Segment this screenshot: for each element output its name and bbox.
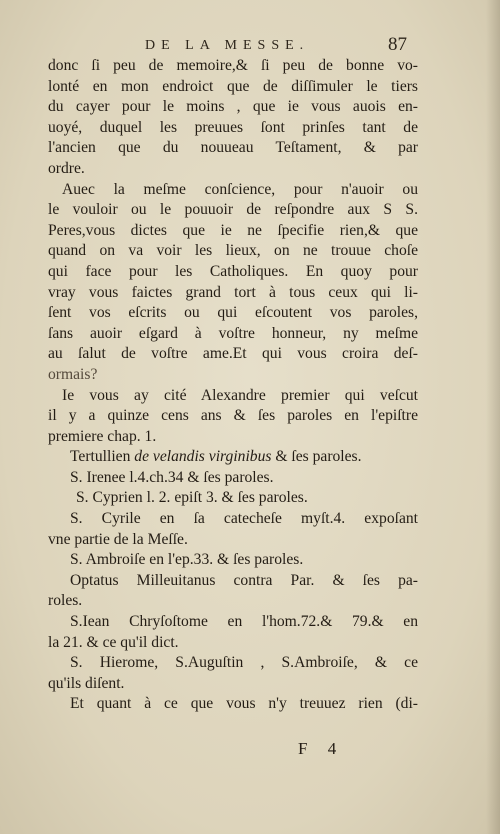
text-line: S.Iean Chryſoſtome en l'hom.72.& 79.& en <box>70 613 418 631</box>
text-line: Ie vous ay cité Alexandre premier qui veſcut <box>62 386 418 404</box>
running-head: DE LA MESSE. <box>145 38 310 53</box>
text-line: qu'ils diſent. <box>48 674 125 692</box>
text-line: au ſalut de voſtre ame.Et qui vous croira deſ- <box>48 345 418 363</box>
text-line: S. Irenee l.4.ch.34 & ſes paroles. <box>70 468 274 486</box>
text-line: vray vous faictes grand tort à tous ceux qui li- <box>48 283 418 301</box>
text-line: vne partie de la Meſſe. <box>48 530 188 548</box>
text-line: Peres,vous dictes que ie ne ſpecifie rien,& que <box>48 221 418 239</box>
text-line: qui face pour les Catholiques. En quoy pour <box>48 262 418 280</box>
text-line: Auec la meſme conſcience, pour n'auoir ou <box>62 180 418 198</box>
text-line: quand on va voir les lieux, on ne trouue choſe <box>48 242 418 260</box>
text-line: roles. <box>48 592 83 610</box>
text-line: du cayer pour le moins , que ie vous auois en- <box>48 98 418 116</box>
page-header <box>0 34 500 58</box>
text-line: premiere chap. 1. <box>48 427 157 445</box>
text-line: S. Cyprien l. 2. epiſt 3. & ſes paroles. <box>76 489 308 507</box>
text-line: la 21. & ce qu'il dict. <box>48 633 179 651</box>
text-line: S. Cyrile en ſa catecheſe myſt.4. expoſant <box>70 510 418 528</box>
text-line: S. Ambroiſe en l'ep.33. & ſes paroles. <box>70 551 304 569</box>
text-line: ormais? <box>48 365 98 383</box>
signature-mark: F 4 <box>298 739 345 758</box>
text-line: S. Hierome, S.Auguſtin , S.Ambroiſe, & ce <box>70 654 418 672</box>
text-line: le vouloir ou le pouuoir de reſpondre aux S S. <box>48 201 418 219</box>
text-line: ſent vos eſcrits ou qui eſcoutent vos paroles, <box>48 304 418 322</box>
italic-title: de velandis virginibus <box>134 448 272 466</box>
page-edge-shadow <box>486 0 500 834</box>
body-text <box>48 56 418 715</box>
text-line: il y a quinze cens ans & ſes paroles en l'epiſtre <box>48 407 418 425</box>
text-line: Et quant à ce que vous n'y treuuez rien (di- <box>70 695 418 713</box>
text-line: ordre. <box>48 159 85 177</box>
text-line: Tertullien de velandis virginibus & ſes paroles. <box>70 448 362 466</box>
page-number: 87 <box>388 34 407 55</box>
text-line: lonté en mon endroict que de diſſimuler le tiers <box>48 77 418 95</box>
text-line: ſans auoir eſgard à voſtre honneur, ny meſme <box>48 324 418 342</box>
text-line: Optatus Milleuitanus contra Par. & ſes pa- <box>70 571 418 589</box>
text-line: donc ſi peu de memoire,& ſi peu de bonne vo- <box>48 57 418 74</box>
text-line: uoyé, duquel les preuues ſont prinſes tant de <box>48 118 418 136</box>
text-line: l'ancien que du nouueau Teſtament, & par <box>48 139 418 157</box>
